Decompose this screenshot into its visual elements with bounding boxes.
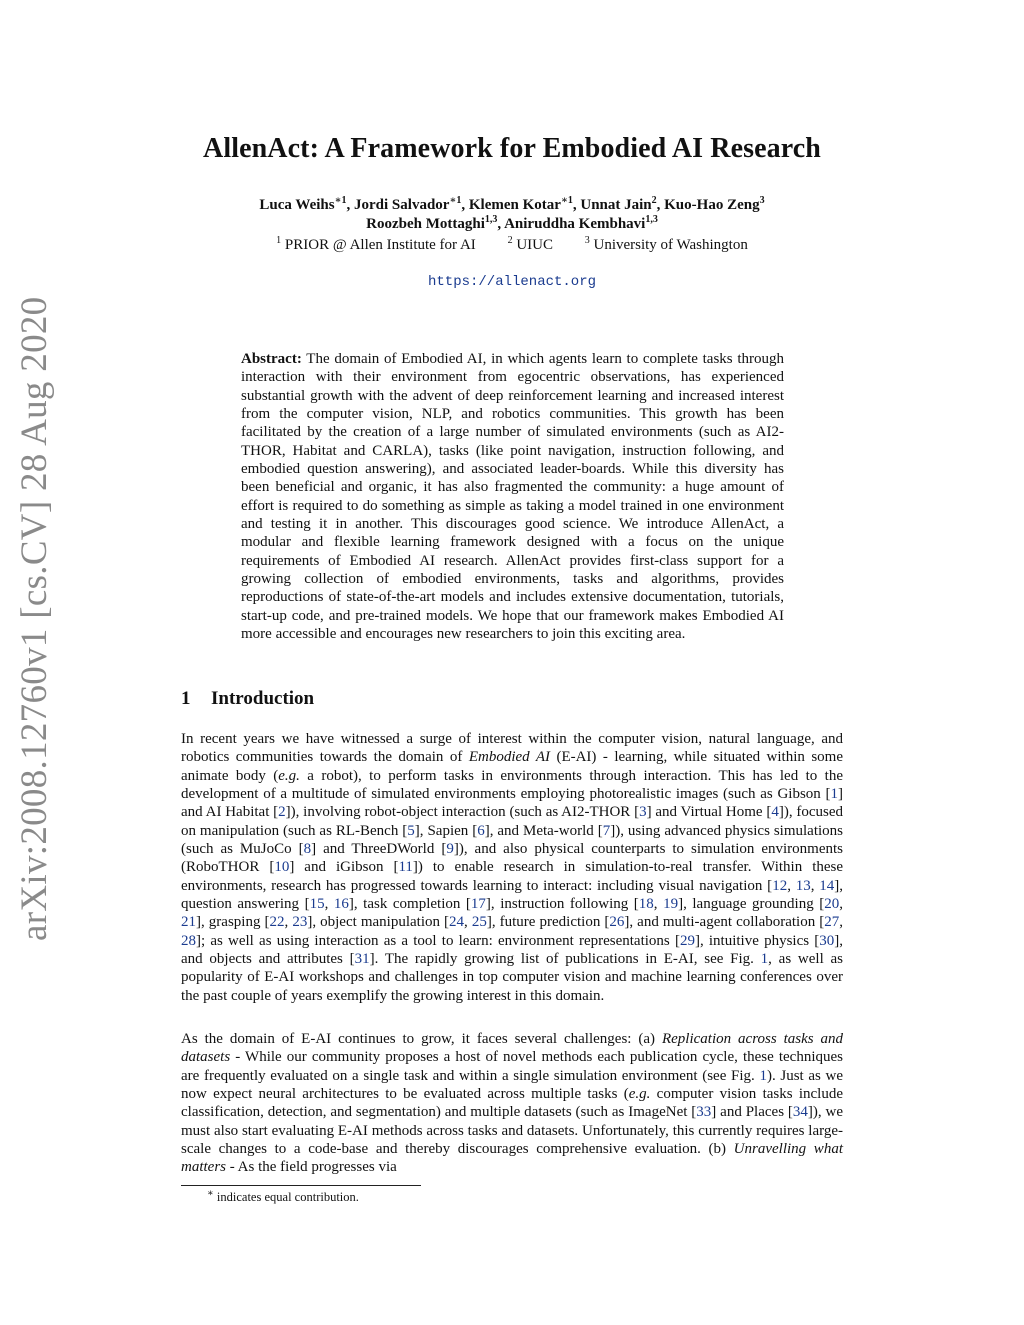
body-text: ], future prediction [ xyxy=(486,914,610,931)
section-title: Introduction xyxy=(211,688,315,709)
body-text: ). Just as we now expect neural architectures to be evaluated across multiple tasks ( xyxy=(181,1067,843,1103)
body-text: ] and Virtual Home [ xyxy=(646,804,772,821)
affiliation-text: University of Washington xyxy=(593,237,748,253)
affiliation-list xyxy=(160,236,864,255)
body-text: ]. The rapidly growing list of publications in E-AI, see Fig. xyxy=(369,951,761,968)
affiliation xyxy=(508,237,553,253)
citation-link[interactable]: 6 xyxy=(477,822,485,839)
author-name: Roozbeh Mottaghi xyxy=(366,216,485,232)
body-text: , xyxy=(653,896,664,913)
body-text: ]), using advanced physics simulations (such as MuJoCo [ xyxy=(181,822,844,858)
body-text: ] and AI Habitat [ xyxy=(181,786,843,821)
citation-link[interactable]: 15 xyxy=(309,896,325,913)
body-text: ] and Places [ xyxy=(711,1104,793,1121)
author-name: Jordi Salvador xyxy=(354,197,450,213)
body-text: ]), and also physical counterparts to simulation environments (RoboTHOR [ xyxy=(181,841,843,876)
arxiv-identifier-watermark: arXiv:2008.12760v1 [cs.CV] 28 Aug 2020 xyxy=(14,296,55,941)
body-text: , xyxy=(284,914,293,931)
italic-text: Unravelling what matters xyxy=(181,1141,843,1176)
citation-link[interactable]: 22 xyxy=(269,914,285,931)
section-number: 1 xyxy=(181,688,191,709)
body-text: , xyxy=(324,896,334,913)
citation-link[interactable]: 1 xyxy=(759,1067,767,1084)
author-name: Klemen Kotar xyxy=(468,197,561,213)
body-text: , xyxy=(464,914,472,931)
author-affiliation-mark: 1,3 xyxy=(484,214,498,225)
body-text: , xyxy=(810,877,820,894)
body-text: computer vision tasks include classification, detection, and segmentation) and multiple datasets (such as ImageNet [ xyxy=(181,1086,844,1121)
body-text: , as well as popularity of E-AI workshops and challenges in top computer vision and machine learning conferences over the past couple of years exemplify the growing interest in this domain. xyxy=(181,951,843,1004)
author-affiliation-mark: ∗1 xyxy=(449,195,462,206)
citation-link[interactable]: 3 xyxy=(639,804,647,821)
citation-link[interactable]: 8 xyxy=(303,841,312,858)
italic-text: e.g. xyxy=(628,1086,651,1103)
italic-text: e.g. xyxy=(278,767,300,784)
body-text: ] and ThreeDWorld [ xyxy=(311,841,447,858)
citation-link[interactable]: 21 xyxy=(181,914,196,931)
body-text: ]) to enable research in simulation-to-real transfer. Within these environments, research has progressed towards learning to interact: including visual navigation [ xyxy=(181,859,844,894)
intro-paragraph-2 xyxy=(181,1030,843,1177)
body-text: a robot), to perform tasks in environments through interaction. This has led to the development of a multitude of simulated environments employing photorealistic images (such as Gibson [ xyxy=(181,767,843,803)
author-list: Luca Weihs$^{∗1}$, Jordi Salvador$^{∗1}$, Klemen Kotar$^{∗1}$, Unnat Jain$^2$, Kuo-Hao Zeng$^3$ Roozbeh Mottaghi$^{1,3}$, Aniruddha Kembhavi$^{1,3}$ xyxy=(259,195,765,232)
body-text: , xyxy=(787,877,796,894)
body-text: (E-AI) - learning, while situated within some animate body ( xyxy=(181,749,843,784)
author-affiliation-mark: 3 xyxy=(759,195,765,206)
body-text: As the domain of E-AI continues to grow, it faces several challenges: (a) xyxy=(181,1031,662,1047)
citation-link[interactable]: 24 xyxy=(449,914,465,931)
citation-link[interactable]: 19 xyxy=(663,896,679,913)
affiliation-text: PRIOR @ Allen Institute for AI xyxy=(284,237,476,253)
body-text: ], and objects and attributes [ xyxy=(181,932,843,968)
section-heading xyxy=(181,688,314,710)
citation-link[interactable]: 1 xyxy=(760,951,769,968)
body-text: ], and Meta-world [ xyxy=(484,822,603,839)
footnote xyxy=(207,1187,359,1205)
citation-link[interactable]: 2 xyxy=(278,804,286,821)
citation-link[interactable]: 27 xyxy=(824,914,840,931)
citation-link[interactable]: 30 xyxy=(819,932,835,949)
abstract-label: Abstract: xyxy=(241,351,302,367)
body-text: In recent years we have witnessed a surge of interest within the computer vision, natural language, and robotics communities towards the domain of xyxy=(181,731,843,766)
footnote-rule xyxy=(181,1185,421,1186)
intro-paragraph-1 xyxy=(181,730,843,1005)
citation-link[interactable]: 34 xyxy=(792,1104,808,1121)
citation-link[interactable]: 9 xyxy=(446,841,454,858)
author-name: Kuo-Hao Zeng xyxy=(664,197,760,213)
citation-link[interactable]: 13 xyxy=(795,877,811,894)
citation-link[interactable]: 26 xyxy=(609,914,625,931)
citation-link[interactable]: 4 xyxy=(771,804,779,821)
citation-link[interactable]: 12 xyxy=(772,877,788,894)
citation-link[interactable]: 33 xyxy=(696,1104,712,1121)
body-text: , xyxy=(839,896,844,913)
body-text: ], and multi-agent collaboration [ xyxy=(624,914,825,931)
body-text: ], task completion [ xyxy=(348,896,471,913)
citation-link[interactable]: 23 xyxy=(292,914,308,931)
footnote-text: indicates equal contribution. xyxy=(216,1190,359,1204)
affiliation xyxy=(276,237,476,253)
author-affiliation-mark: ∗1 xyxy=(334,195,347,206)
project-url-link[interactable]: https://allenact.org xyxy=(427,274,597,290)
citation-link[interactable]: 7 xyxy=(602,822,611,839)
italic-text: Replication across tasks and datasets xyxy=(181,1031,843,1066)
body-text: ]), involving robot-object interaction (such as AI2-THOR [ xyxy=(285,804,640,821)
citation-link[interactable]: 5 xyxy=(407,822,415,839)
citation-link[interactable]: 20 xyxy=(824,896,840,913)
author-name: Luca Weihs xyxy=(259,197,335,213)
affiliation-mark: 1 xyxy=(276,235,282,246)
citation-link[interactable]: 17 xyxy=(470,896,486,913)
body-text: ] and iGibson [ xyxy=(289,859,399,876)
italic-text: Embodied AI xyxy=(468,749,550,766)
body-text: ]), focused on manipulation (such as RL-Bench [ xyxy=(181,804,843,839)
body-text: ]), we must also start evaluating E-AI methods across tasks and datasets. Unfortunately, this currently requires large-scale changes to a code-base and thereby discourages comprehensive evaluation. (b) xyxy=(181,1104,844,1158)
body-text: ], object manipulation [ xyxy=(307,914,450,931)
author-affiliation-mark: ∗1 xyxy=(560,195,573,206)
author-name: Unnat Jain xyxy=(580,197,652,213)
body-text: ], question answering [ xyxy=(181,877,843,913)
body-text: ], Sapien [ xyxy=(414,822,478,839)
affiliation-mark: 3 xyxy=(584,235,590,246)
abstract xyxy=(241,350,784,644)
citation-link[interactable]: 28 xyxy=(181,932,196,949)
body-text: , xyxy=(839,914,844,931)
affiliation-text: UIUC xyxy=(516,237,553,253)
body-text: ], instruction following [ xyxy=(485,896,639,913)
author-affiliation-mark: 1,3 xyxy=(645,214,658,225)
author-affiliation-mark: 2 xyxy=(651,195,657,206)
author-name: Aniruddha Kembhavi xyxy=(504,216,646,232)
body-text: - As the field progresses via xyxy=(226,1159,397,1176)
paper-title: AllenAct: A Framework for Embodied AI Research xyxy=(203,133,821,164)
citation-link[interactable]: 29 xyxy=(679,932,695,949)
citation-link[interactable]: 14 xyxy=(819,877,835,894)
citation-link[interactable]: 1 xyxy=(830,786,838,803)
affiliation-mark: 2 xyxy=(507,235,513,246)
citation-link[interactable]: 11 xyxy=(398,859,413,876)
affiliation xyxy=(585,237,748,253)
body-text: ], intuitive physics [ xyxy=(694,932,820,949)
body-text: ]; as well as using interaction as a tool to learn: environment representations [ xyxy=(196,932,680,949)
citation-link[interactable]: 10 xyxy=(274,859,290,876)
abstract-text: The domain of Embodied AI, in which agents learn to complete tasks through interaction with their environment from egocentric observations, has experienced substantial growth with the advent of deep reinforcement learning and increased interest from the computer vision, NLP, and robotics communities. This growth has been facilitated by the creation of a large number of simulated environments (such as AI2-THOR, Habitat and CARLA), tasks (like point navigation, instruction following, and embodied question answering), and associated leader-boards. While this diversity has been beneficial and organic, it has also fragmented the community: a huge amount of effort is required to do something as simple as taking a model trained in one environment and testing it in another. This discourages good science. We introduce AllenAct, a modular and flexible learning framework designed with a focus on the unique requirements of Embodied AI research. AllenAct provides first-class support for a growing collection of embodied environments, tasks and algorithms, provides reproductions of state-of-the-art models and includes extensive documentation, tutorials, start-up code, and pre-trained models. We hope that our framework makes Embodied AI more accessible and encourages new researchers to join this exciting area. xyxy=(241,351,784,643)
citation-link[interactable]: 18 xyxy=(638,896,654,913)
citation-link[interactable]: 16 xyxy=(333,896,349,913)
citation-link[interactable]: 31 xyxy=(354,951,370,968)
body-text: - While our community proposes a host of novel methods each publication cycle, these techniques are frequently evaluated on a single task and within a single simulation environment (see Fig. xyxy=(181,1049,843,1084)
body-text: ], language grounding [ xyxy=(678,896,825,913)
body-text: ], grasping [ xyxy=(196,914,270,931)
citation-link[interactable]: 25 xyxy=(471,914,487,931)
footnote-mark: ∗ xyxy=(207,1187,214,1199)
